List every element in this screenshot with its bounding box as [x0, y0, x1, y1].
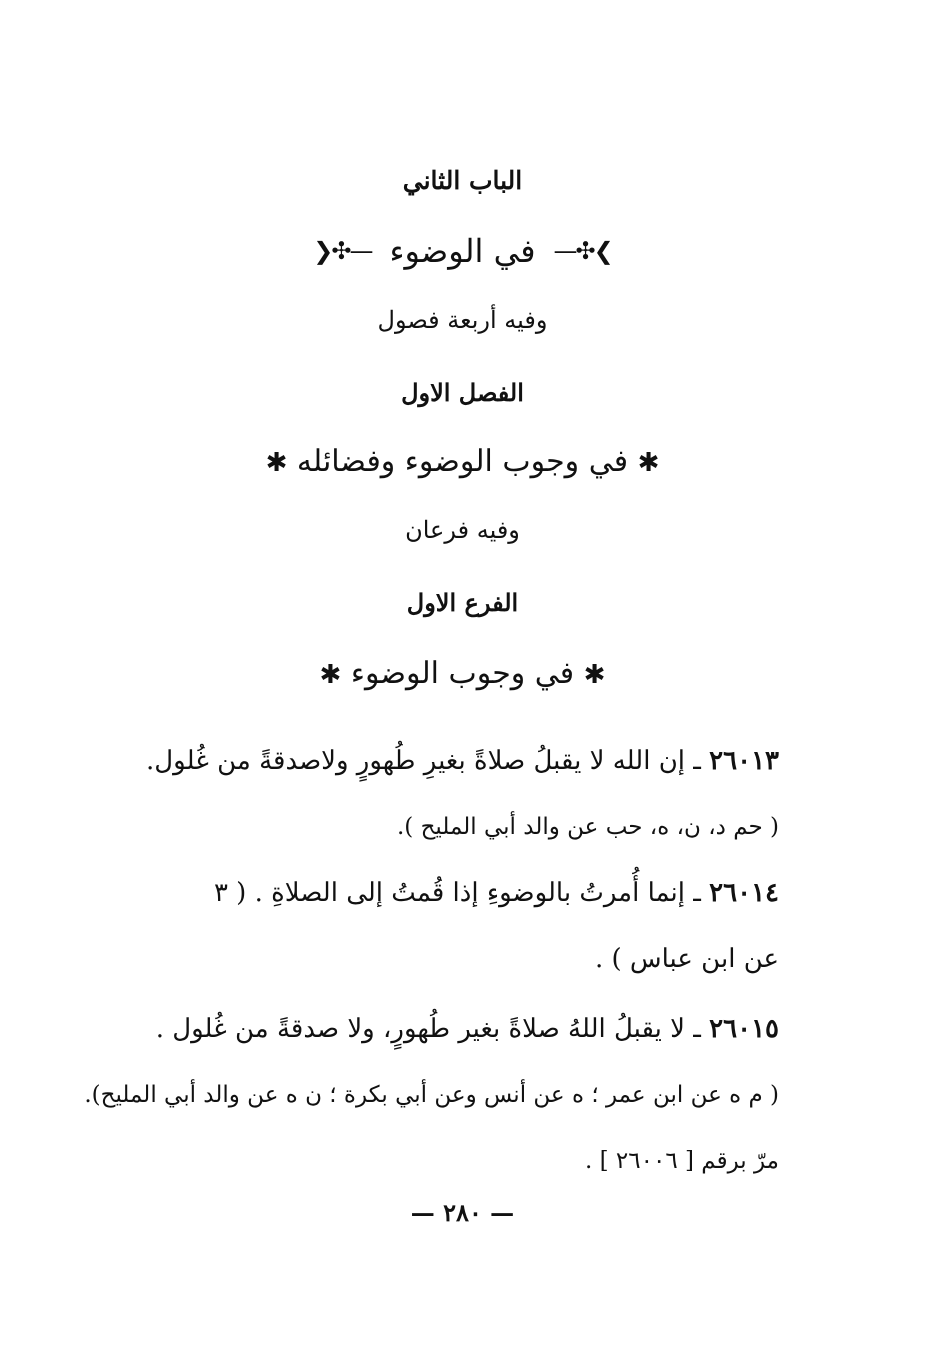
- hadith-entry: [79, 860, 779, 992]
- ornament-icon: ❯✣—: [313, 237, 372, 265]
- hadith-text-line: ٢٦٠١٣ ـ إن الله لا يقبلُ صلاةً بغيرِ طُهورٍ ولاصدقةً من غُلول.: [146, 746, 779, 776]
- chapter-subject-text: في الوضوء: [389, 232, 536, 270]
- branch-title: الفرع الاول: [406, 588, 519, 617]
- section-subject: [0, 444, 925, 479]
- hadith-number: ٢٦٠١٤: [709, 878, 779, 908]
- hadith-reference: ( م ه عن ابن عمر ؛ ه عن أنس وعن أبي بكرة ؛ ن ه عن والد أبي المليح).: [84, 1082, 779, 1108]
- branch-subject: [0, 656, 925, 691]
- chapter-sections-note: وفيه أربعة فصول: [377, 306, 548, 334]
- hadith-entry: [79, 996, 779, 1194]
- branch-subject-text: في وجوب الوضوء: [350, 656, 575, 691]
- hadith-number: ٢٦٠١٥: [709, 1014, 779, 1044]
- page-number: — ٢٨٠ —: [410, 1198, 515, 1227]
- star-icon: ✱: [265, 448, 288, 478]
- hadith-entry: [79, 728, 779, 860]
- chapter-title: الباب الثاني: [402, 166, 523, 195]
- hadith-text-line: ٢٦٠١٤ ـ إنما أُمرتُ بالوضوءِ إذا قُمتُ إلى الصلاةِ . ( ٣: [213, 878, 779, 908]
- chapter-subject: [0, 232, 925, 270]
- star-icon: ✱: [583, 660, 606, 690]
- star-icon: ✱: [637, 448, 660, 478]
- page-number-value: ٢٨٠: [443, 1198, 482, 1227]
- ornament-icon: —✣❮: [553, 237, 612, 265]
- hadith-text-line: ٢٦٠١٥ ـ لا يقبلُ اللهُ صلاةً بغير طُهورٍ، ولا صدقةً من غُلول .: [155, 1014, 779, 1044]
- hadith-reference: ( حم د، ن، ه، حب عن والد أبي المليح ).: [396, 814, 779, 840]
- section-subject-text: في وجوب الوضوء وفضائله: [296, 444, 629, 479]
- hadith-cross-reference: مرّ برقم [ ٢٦٠٠٦ ] .: [585, 1148, 779, 1174]
- star-icon: ✱: [319, 660, 342, 690]
- section-title: الفصل الاول: [401, 378, 524, 407]
- hadith-reference: عن ابن عباس ) .: [594, 944, 779, 974]
- section-branches-note: وفيه فرعان: [405, 516, 520, 544]
- hadith-text: لا يقبلُ اللهُ صلاةً بغير طُهورٍ، ولا صدقةً من غُلول .: [155, 1014, 686, 1044]
- hadith-text: إنما أُمرتُ بالوضوءِ إذا قُمتُ إلى الصلاةِ . ( ٣: [213, 878, 686, 908]
- hadith-text: إن الله لا يقبلُ صلاةً بغيرِ طُهورٍ ولاصدقةً من غُلول.: [146, 746, 686, 776]
- hadith-number: ٢٦٠١٣: [709, 746, 779, 776]
